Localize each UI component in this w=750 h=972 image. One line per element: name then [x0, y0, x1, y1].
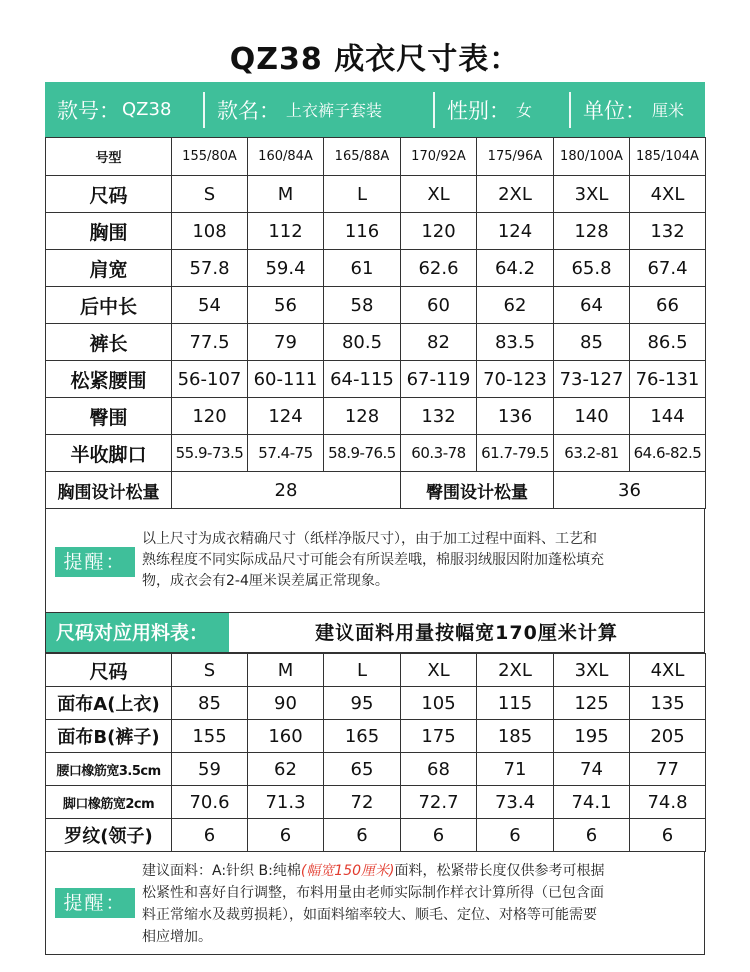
- style-number: [45, 82, 203, 137]
- table-cell: 80.5: [324, 324, 401, 361]
- table-cell: 6: [401, 819, 477, 852]
- table-cell: 128: [554, 213, 630, 250]
- table-cell: XL: [401, 176, 477, 213]
- table-row: [46, 138, 706, 176]
- table-row: [46, 720, 706, 753]
- unit-label: 单位：: [583, 98, 646, 123]
- table-cell: 6: [248, 819, 324, 852]
- table-cell: 64: [554, 287, 630, 324]
- table-cell: 77: [630, 753, 706, 786]
- table-cell: 116: [324, 213, 401, 250]
- table-cell: L: [324, 654, 401, 687]
- fabric-suggestion: 建议面料：A:针织 B:纯棉: [142, 863, 301, 879]
- model-cell: 175/96A: [477, 138, 554, 176]
- reminder-box: [45, 509, 705, 613]
- reminder-line: [142, 860, 690, 882]
- table-cell: 74: [554, 753, 630, 786]
- info-bar: [45, 82, 705, 137]
- table-cell: 65.8: [554, 250, 630, 287]
- table-row: [46, 753, 706, 786]
- reminder-line: 物，成衣会有2-4厘米误差属正常现象。: [142, 573, 389, 589]
- table-cell: 61.7-79.5: [477, 435, 554, 472]
- style-name-label: 款名：: [217, 98, 280, 123]
- hip-ease-label: 臀围设计松量: [401, 472, 554, 509]
- table-cell: 205: [630, 720, 706, 753]
- table-cell: 3XL: [554, 176, 630, 213]
- table-cell: 58: [324, 287, 401, 324]
- table-row: [46, 687, 706, 720]
- table-cell: 60.3-78: [401, 435, 477, 472]
- table-cell: 120: [401, 213, 477, 250]
- table-cell: 185: [477, 720, 554, 753]
- table-cell: 82: [401, 324, 477, 361]
- gender-value: 女: [516, 101, 533, 120]
- reminder-line: 相应增加。: [142, 929, 212, 945]
- unit: [571, 82, 705, 137]
- reminder-badge: 提醒：: [55, 888, 135, 918]
- table-cell: 77.5: [172, 324, 248, 361]
- table-cell: 95: [324, 687, 401, 720]
- table-cell: 57.4-75: [248, 435, 324, 472]
- usage-header: [45, 613, 705, 653]
- table-row: [46, 324, 706, 361]
- gender: [435, 82, 569, 137]
- table-cell: 70-123: [477, 361, 554, 398]
- table-cell: 132: [401, 398, 477, 435]
- row-label: 松紧腰围: [46, 361, 172, 398]
- table-row: [46, 250, 706, 287]
- table-cell: 68: [401, 753, 477, 786]
- reminder-line: 松紧性和喜好自行调整，布料用量由老师实际制作样衣计算所得（已包含面: [142, 885, 604, 901]
- table-row: [46, 398, 706, 435]
- reminder-line: 料正常缩水及裁剪损耗），如面料缩率较大、顺毛、定位、对格等可能需要: [142, 907, 597, 923]
- table-row: [46, 472, 706, 509]
- table-row: [46, 435, 706, 472]
- table-cell: 90: [248, 687, 324, 720]
- table-cell: 76-131: [630, 361, 706, 398]
- table-cell: 85: [554, 324, 630, 361]
- table-cell: 2XL: [477, 654, 554, 687]
- table-cell: S: [172, 654, 248, 687]
- table-cell: 60-111: [248, 361, 324, 398]
- table-cell: 64.6-82.5: [630, 435, 706, 472]
- table-cell: 144: [630, 398, 706, 435]
- table-cell: 61: [324, 250, 401, 287]
- fabric-width-note: (幅宽150厘米): [300, 863, 395, 879]
- table-cell: 72.7: [401, 786, 477, 819]
- table-cell: L: [324, 176, 401, 213]
- table-cell: 72: [324, 786, 401, 819]
- row-label: 面布A(上衣): [46, 687, 172, 720]
- row-label: 半收脚口: [46, 435, 172, 472]
- table-row: [46, 786, 706, 819]
- row-label: 面布B(裤子): [46, 720, 172, 753]
- table-cell: 63.2-81: [554, 435, 630, 472]
- table-cell: 54: [172, 287, 248, 324]
- table-cell: 115: [477, 687, 554, 720]
- unit-value: 厘米: [652, 101, 685, 120]
- table-row: [46, 361, 706, 398]
- table-cell: 6: [324, 819, 401, 852]
- table-cell: 66: [630, 287, 706, 324]
- row-label: 尺码: [46, 176, 172, 213]
- row-label: 裤长: [46, 324, 172, 361]
- table-row: [46, 819, 706, 852]
- table-cell: 6: [477, 819, 554, 852]
- table-cell: M: [248, 654, 324, 687]
- chest-ease-value: 28: [172, 472, 401, 509]
- table-cell: 59.4: [248, 250, 324, 287]
- reminder-line: 以上尺寸为成衣精确尺寸（纸样净版尺寸），由于加工过程中面料、工艺和: [142, 531, 597, 547]
- reminder-line: 熟练程度不同实际成品尺寸可能会有所误差哦，棉服羽绒服因附加蓬松填充: [142, 552, 604, 568]
- row-label: 后中长: [46, 287, 172, 324]
- model-cell: 160/84A: [248, 138, 324, 176]
- table-cell: 6: [172, 819, 248, 852]
- model-cell: 165/88A: [324, 138, 401, 176]
- table-cell: 6: [630, 819, 706, 852]
- style-number-label: 款号：: [57, 98, 120, 123]
- table-cell: 62: [248, 753, 324, 786]
- table-cell: 3XL: [554, 654, 630, 687]
- row-label: 脚口橡筋宽2cm: [46, 786, 172, 819]
- table-cell: 60: [401, 287, 477, 324]
- table-cell: 55.9-73.5: [172, 435, 248, 472]
- table-cell: 65: [324, 753, 401, 786]
- table-cell: 175: [401, 720, 477, 753]
- table-cell: 59: [172, 753, 248, 786]
- model-cell: 185/104A: [630, 138, 706, 176]
- table-cell: 2XL: [477, 176, 554, 213]
- table-cell: 57.8: [172, 250, 248, 287]
- gender-label: 性别：: [447, 98, 510, 123]
- fabric-suggestion-tail: 面料，松紧带长度仅供参考可根据: [394, 863, 605, 879]
- reminder-text: [142, 529, 690, 592]
- table-cell: 120: [172, 398, 248, 435]
- row-label: 腰口橡筋宽3.5cm: [46, 753, 172, 786]
- row-label: 胸围: [46, 213, 172, 250]
- row-label: 罗纹(领子): [46, 819, 172, 852]
- table-cell: 73.4: [477, 786, 554, 819]
- usage-note: 建议面料用量按幅宽170厘米计算: [315, 622, 618, 644]
- model-cell: 170/92A: [401, 138, 477, 176]
- table-cell: 4XL: [630, 654, 706, 687]
- reminder-text: [142, 860, 690, 948]
- table-cell: 155: [172, 720, 248, 753]
- table-cell: 85: [172, 687, 248, 720]
- table-cell: XL: [401, 654, 477, 687]
- table-cell: 105: [401, 687, 477, 720]
- table-cell: 58.9-76.5: [324, 435, 401, 472]
- table-cell: 6: [554, 819, 630, 852]
- size-chart: [45, 82, 705, 955]
- model-cell: 155/80A: [172, 138, 248, 176]
- table-cell: 108: [172, 213, 248, 250]
- table-cell: 74.8: [630, 786, 706, 819]
- table-cell: 56: [248, 287, 324, 324]
- table-cell: 67-119: [401, 361, 477, 398]
- table-cell: 64.2: [477, 250, 554, 287]
- table-row: [46, 176, 706, 213]
- size-table: [45, 137, 706, 509]
- usage-label: 尺码对应用料表：: [46, 613, 229, 652]
- row-label: 尺码: [46, 654, 172, 687]
- table-row: [46, 213, 706, 250]
- style-number-value: QZ38: [122, 99, 172, 120]
- table-cell: 71.3: [248, 786, 324, 819]
- row-label: 臀围: [46, 398, 172, 435]
- table-cell: 140: [554, 398, 630, 435]
- usage-table: [45, 653, 706, 852]
- page-title: QZ38 成衣尺寸表：: [229, 42, 521, 77]
- table-cell: 64-115: [324, 361, 401, 398]
- row-label: 号型: [46, 138, 172, 176]
- reminder-badge: 提醒：: [55, 547, 135, 577]
- table-cell: 67.4: [630, 250, 706, 287]
- table-cell: 71: [477, 753, 554, 786]
- chest-ease-label: 胸围设计松量: [46, 472, 172, 509]
- table-cell: 74.1: [554, 786, 630, 819]
- table-cell: 62.6: [401, 250, 477, 287]
- model-cell: 180/100A: [554, 138, 630, 176]
- table-cell: 79: [248, 324, 324, 361]
- table-cell: 165: [324, 720, 401, 753]
- row-label: 肩宽: [46, 250, 172, 287]
- table-row: [46, 654, 706, 687]
- table-cell: S: [172, 176, 248, 213]
- table-row: [46, 287, 706, 324]
- table-cell: 125: [554, 687, 630, 720]
- table-cell: 73-127: [554, 361, 630, 398]
- reminder-box-2: [45, 852, 705, 955]
- table-cell: 124: [248, 398, 324, 435]
- table-cell: 56-107: [172, 361, 248, 398]
- table-cell: 124: [477, 213, 554, 250]
- table-cell: 4XL: [630, 176, 706, 213]
- table-cell: 70.6: [172, 786, 248, 819]
- table-cell: 86.5: [630, 324, 706, 361]
- table-cell: M: [248, 176, 324, 213]
- table-cell: 132: [630, 213, 706, 250]
- style-name: [205, 82, 433, 137]
- table-cell: 195: [554, 720, 630, 753]
- table-cell: 136: [477, 398, 554, 435]
- table-cell: 62: [477, 287, 554, 324]
- table-cell: 112: [248, 213, 324, 250]
- hip-ease-value: 36: [554, 472, 706, 509]
- table-cell: 160: [248, 720, 324, 753]
- table-cell: 83.5: [477, 324, 554, 361]
- table-cell: 128: [324, 398, 401, 435]
- style-name-value: 上衣裤子套装: [286, 101, 383, 120]
- table-cell: 135: [630, 687, 706, 720]
